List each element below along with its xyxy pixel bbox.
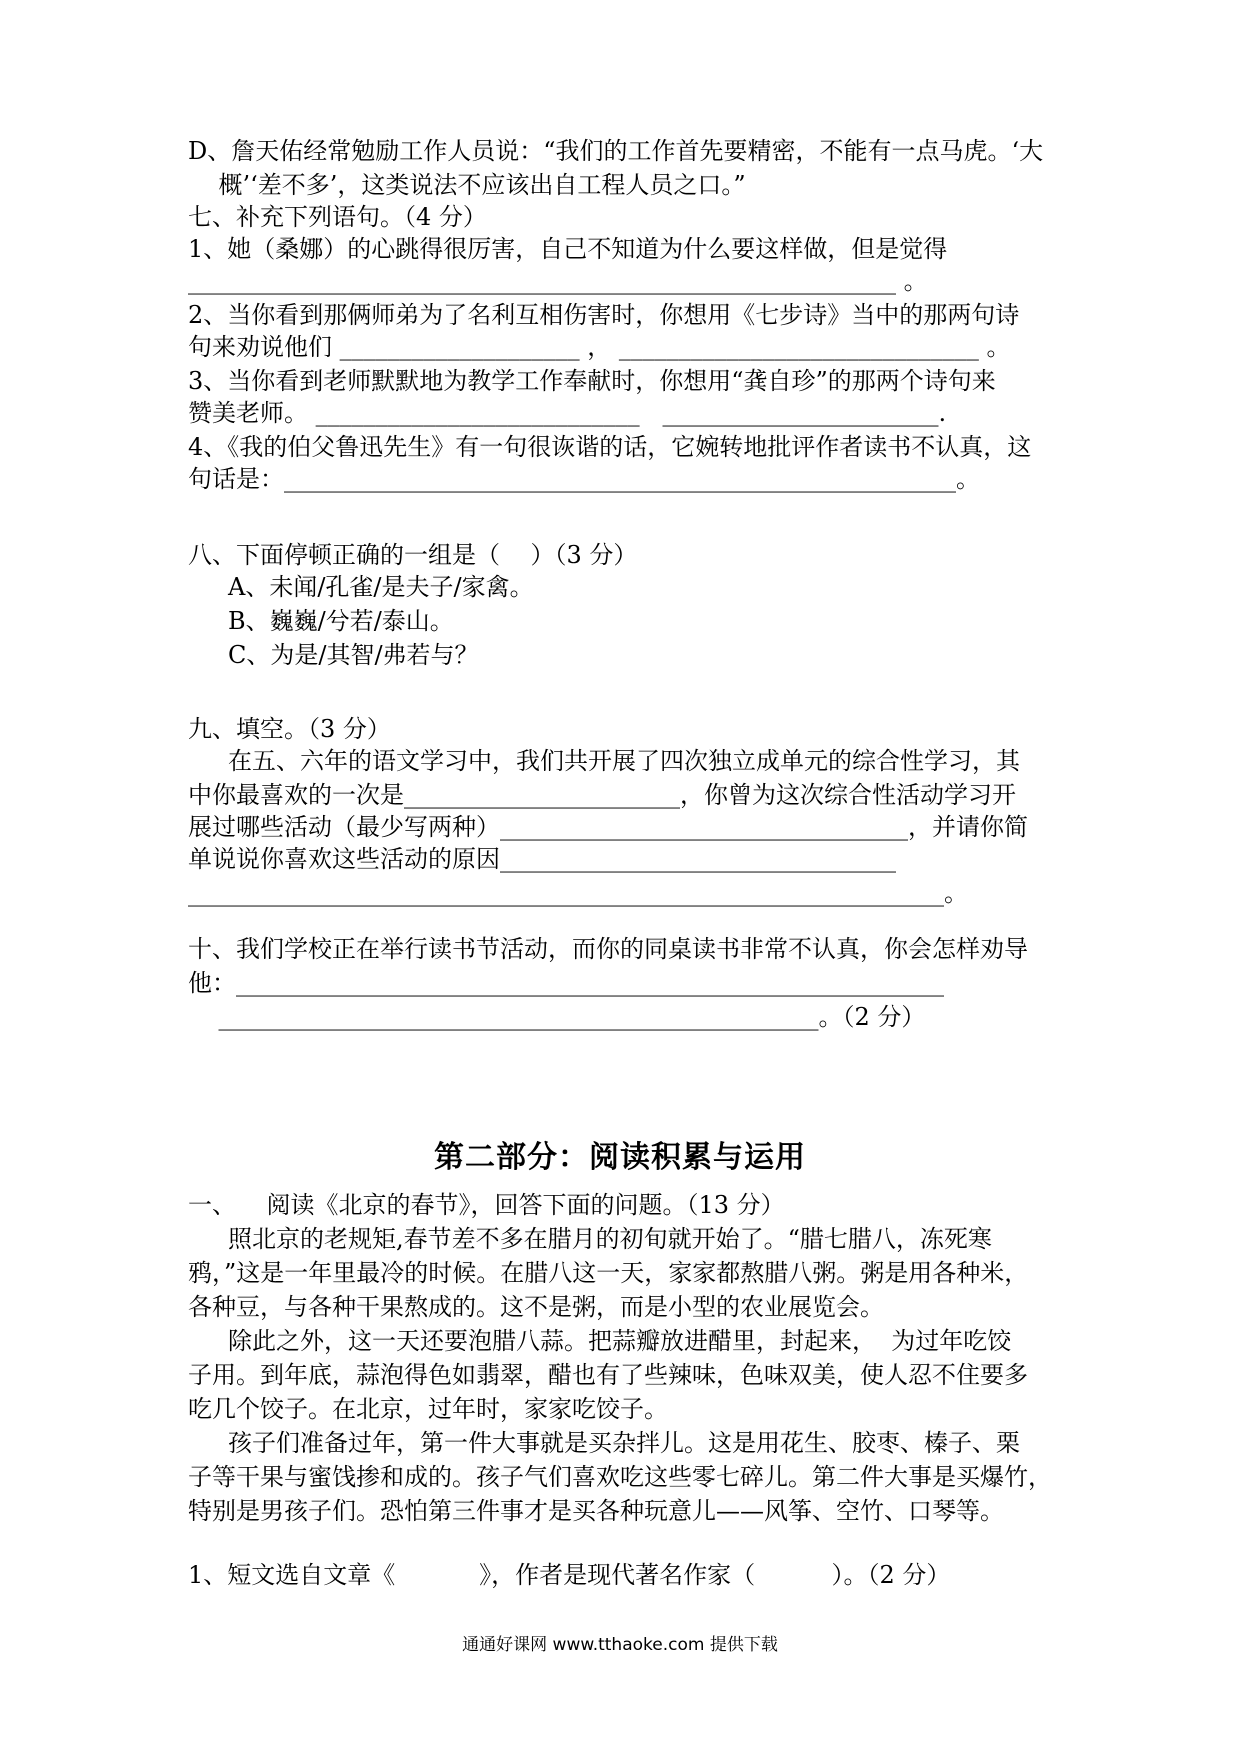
q7-item-1: 1、她（桑娜）的心跳得很厉害，自己不知道为什么要这样做，但是觉得	[188, 235, 948, 263]
question-10-line-1: 十、我们学校正在举行读书节活动，而你的同桌读书非常不认真，你会怎样劝导	[188, 935, 1028, 963]
reading-question-heading: 一、 阅读《北京的春节》，回答下面的问题。（13 分）	[188, 1191, 785, 1219]
q9-text-line-4: 单说说你喜欢这些活动的原因_________________________________	[188, 845, 896, 873]
option-d-line-2: 概’‘差不多’，这类说法不应该出自工程人员之口。”	[188, 171, 746, 199]
q7-item-2-blank: 句来劝说他们 ____________________ ， ______________________________ 。	[188, 333, 1011, 361]
section-title: 第二部分：阅读积累与运用	[434, 1140, 806, 1175]
question-10-line-3: __________________________________________________。（2 分）	[188, 1003, 926, 1031]
q8-option-c: C、为是/其智/弗若与？	[228, 641, 479, 669]
passage-line-5: 子用。到年底，蒜泡得色如翡翠，醋也有了些辣味，色味双美，使人忍不住要多	[188, 1361, 1028, 1389]
passage-line-3: 各种豆，与各种干果熬成的。这不是粥，而是小型的农业展览会。	[188, 1293, 884, 1321]
q7-item-2: 2、当你看到那俩师弟为了名利互相伤害时，你想用《七步诗》当中的那两句诗	[188, 301, 1020, 329]
q9-text-line-1: 在五、六年的语文学习中，我们共开展了四次独立成单元的综合性学习，其	[228, 747, 1020, 775]
question-9-heading: 九、填空。（3 分）	[188, 715, 391, 743]
passage-line-6: 吃几个饺子。在北京，过年时，家家吃饺子。	[188, 1395, 668, 1423]
page-footer: 通通好课网 www.tthaoke.com 提供下载	[462, 1635, 778, 1655]
q7-item-4: 4、《我的伯父鲁迅先生》有一句很诙谐的话，它婉转地批评作者读书不认真，这	[188, 433, 1032, 461]
q8-option-b: B、巍巍/兮若/泰山。	[228, 607, 454, 635]
q8-option-a: A、未闻/孔雀/是夫子/家禽。	[228, 573, 534, 601]
passage-line-1: 照北京的老规矩,春节差不多在腊月的初旬就开始了。“腊七腊八，冻死寒	[228, 1225, 992, 1253]
question-8-heading: 八、下面停顿正确的一组是（ ）（3 分）	[188, 541, 638, 569]
passage-line-9: 特别是男孩子们。恐怕第三件事才是买各种玩意儿——风筝、空竹、口琴等。	[188, 1497, 1004, 1525]
passage-line-4: 除此之外，这一天还要泡腊八蒜。把蒜瓣放进醋里，封起来， 为过年吃饺	[228, 1327, 1012, 1355]
q9-text-line-2: 中你最喜欢的一次是_______________________，你曾为这次综合性活动学习开	[188, 781, 1016, 809]
reading-subquestion-1: 1、短文选自文章《 》，作者是现代著名作家（ ）。（2 分）	[188, 1561, 951, 1589]
passage-line-2: 鸦，”这是一年里最冷的时候。在腊八这一天，家家都熬腊八粥。粥是用各种米，	[188, 1259, 1029, 1287]
question-7-heading: 七、补充下列语句。（4 分）	[188, 203, 487, 231]
q7-item-3-blank: 赞美老师。 ___________________________ _______________________.	[188, 399, 947, 427]
q7-item-3: 3、当你看到老师默默地为教学工作奉献时，你想用“龚自珍”的那两个诗句来	[188, 367, 996, 395]
q7-item-4-blank: 句话是：________________________________________________________。	[188, 465, 980, 493]
passage-line-8: 子等干果与蜜饯掺和成的。孩子气们喜欢吃这些零七碎儿。第二件大事是买爆竹，	[188, 1463, 1052, 1491]
option-d-line-1: D、詹天佑经常勉励工作人员说：“我们的工作首先要精密，不能有一点马虎。‘大	[188, 137, 1044, 165]
q7-item-1-blank: ___________________________________________________________ 。	[188, 267, 928, 295]
question-10-line-2: 他：___________________________________________________________	[188, 969, 944, 997]
passage-line-7: 孩子们准备过年，第一件大事就是买杂拌儿。这是用花生、胶枣、榛子、栗	[228, 1429, 1020, 1457]
q9-text-line-3: 展过哪些活动（最少写两种）__________________________________，并请你简	[188, 813, 1028, 841]
q9-text-line-5: _______________________________________________________________。	[188, 879, 968, 907]
